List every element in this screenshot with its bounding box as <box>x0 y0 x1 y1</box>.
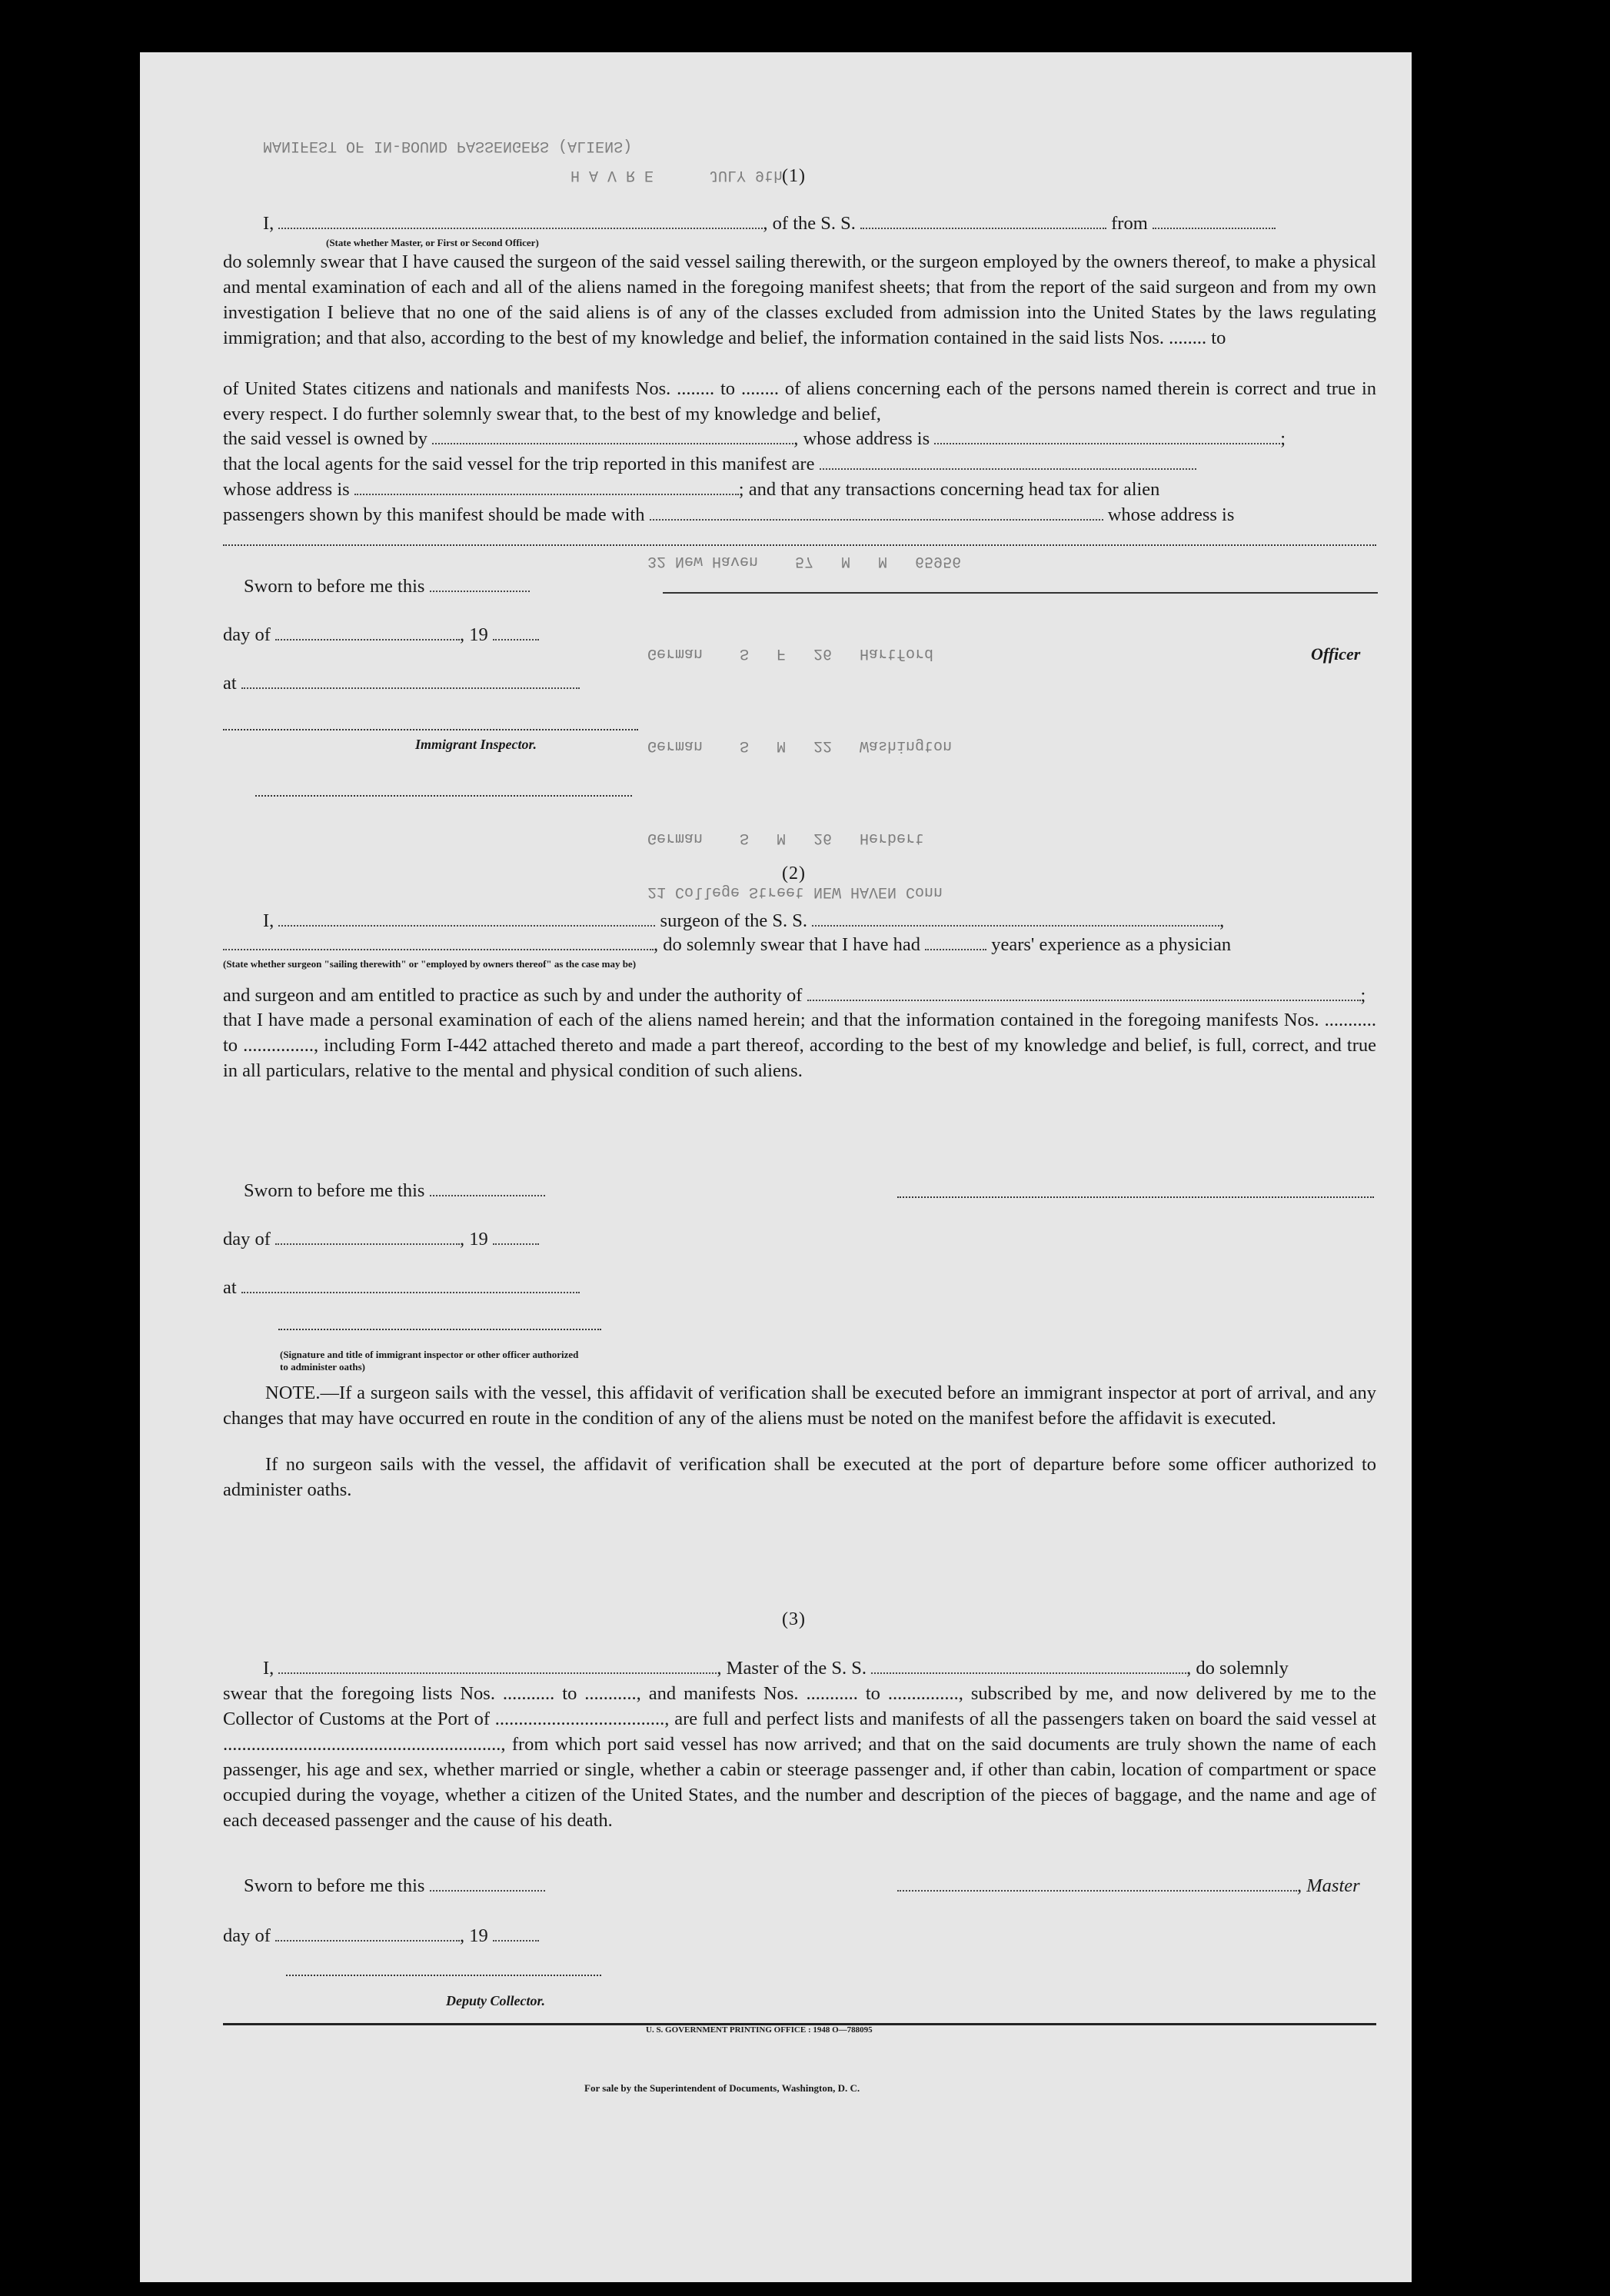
surgeon-vessel-blank[interactable] <box>812 911 1219 927</box>
head-tax-line: whose address is ; and that any transactions concerning head tax for alien <box>223 479 1160 500</box>
bleed-through-text: German S F 26 Hartford <box>647 644 934 662</box>
owned-by-line: the said vessel is owned by , whose address is ; <box>223 428 1286 449</box>
day-blank-2[interactable] <box>275 1230 460 1245</box>
master-vessel-blank[interactable] <box>871 1659 1186 1674</box>
inspector-label: Immigrant Inspector. <box>415 737 537 752</box>
section-3-sworn: Sworn to before me this <box>244 1875 545 1898</box>
section-1-sworn: Sworn to before me this <box>244 575 530 598</box>
binder-hole <box>1444 2228 1484 2268</box>
binder-hole <box>1442 2016 1481 2055</box>
section-1-at: at <box>223 672 580 695</box>
at-blank-2[interactable] <box>241 1278 580 1293</box>
form-page <box>140 52 1412 2282</box>
day-blank-3[interactable] <box>275 1926 460 1942</box>
at-blank-1[interactable] <box>241 674 580 689</box>
footer-rule <box>223 2023 1376 2025</box>
officer-blank[interactable] <box>278 214 763 229</box>
head-tax-contact-blank[interactable] <box>650 505 1103 521</box>
master-name-blank[interactable] <box>278 1659 717 1674</box>
year-blank-3[interactable] <box>493 1926 539 1942</box>
section-2-day-of: day of , 19 <box>223 1228 539 1251</box>
officer-oath-signature-rule[interactable] <box>278 1329 601 1330</box>
from-port-blank[interactable] <box>1153 214 1276 229</box>
section-2-para: that I have made a personal examination of each of the aliens named herein; and that the information contained in the foregoing manifests Nos. ........... to ..............., including Form I-442 attached thereto and made a part thereof, according to the best of my knowledge and belief, is full, correct, and true in all particulars, relative to the mental and physical condition of such aliens. <box>223 1010 1376 1081</box>
deputy-collector-label: Deputy Collector. <box>446 1993 545 2008</box>
owner-blank[interactable] <box>432 429 793 444</box>
surgeon-name-blank[interactable] <box>278 911 655 927</box>
bleed-through-text: 21 College Street NEW HAVEN Conn <box>647 883 943 900</box>
section-1-oath-line: I, , of the S. S. from <box>263 212 1276 235</box>
officer-label: Officer <box>1311 644 1361 664</box>
master-signature-blank[interactable] <box>897 1876 1297 1892</box>
bleed-through-text: German S M 26 Herbert <box>647 829 925 847</box>
sworn-date-blank-1[interactable] <box>430 577 530 592</box>
vessel-name-blank[interactable] <box>860 214 1106 229</box>
day-blank-1[interactable] <box>275 625 460 641</box>
sworn-date-blank-2[interactable] <box>430 1181 545 1196</box>
officer-note: (State whether Master, or First or Second Officer) <box>326 237 539 248</box>
local-agents-blank[interactable] <box>820 454 1196 470</box>
section-3-oath-line: I, , Master of the S. S. , do solemnly <box>263 1658 1289 1679</box>
section-2-number: (2) <box>782 863 806 883</box>
section-2-experience-line: , do solemnly swear that I have had years' experience as a physician <box>223 933 1231 957</box>
surgeon-signature-rule[interactable] <box>897 1196 1374 1198</box>
section-1-number: (1) <box>782 166 806 186</box>
address-continuation-rule[interactable] <box>223 544 1376 546</box>
binder-hole <box>1444 1124 1485 1166</box>
deputy-signature-rule[interactable] <box>286 1975 601 1976</box>
bleed-through-text: 32 New Haven 57 M M 65956 <box>647 552 962 570</box>
section-2-at: at <box>223 1276 580 1299</box>
agents-address-blank[interactable] <box>354 480 739 495</box>
surgeon-status-blank[interactable] <box>223 935 654 950</box>
bleed-through-text: H A V R E JULY 9th <box>570 166 783 184</box>
surgeon-note-para: NOTE.—If a surgeon sails with the vessel, this affidavit of verification shall be executed before an immigrant inspector at port of arrival, and any changes that may have occurred en route in the condition of any of the aliens must be noted on the manifest before the affidavit is executed. <box>223 1383 1376 1429</box>
bleed-through-text: MANIFEST OF IN-BOUND PASSENGERS (ALIENS) <box>263 137 633 155</box>
year-blank-1[interactable] <box>493 625 539 641</box>
owner-address-blank[interactable] <box>934 429 1280 444</box>
binder-hole <box>1422 632 1465 675</box>
authority-line: and surgeon and am entitled to practice as such by and under the authority of ; <box>223 985 1366 1006</box>
section-2-sworn: Sworn to before me this <box>244 1180 545 1203</box>
inspector-signature-rule[interactable] <box>223 729 638 730</box>
sworn-date-blank-3[interactable] <box>430 1876 545 1892</box>
binder-hole <box>1427 1489 1469 1530</box>
officer-signature-rule[interactable] <box>663 592 1378 594</box>
section-2-oath-line: I, surgeon of the S. S. , <box>263 910 1225 931</box>
bleed-through-text: German S M 22 Washington <box>647 737 953 754</box>
binder-hole <box>1444 271 1481 308</box>
no-surgeon-note-para: If no surgeon sails with the vessel, the affidavit of verification shall be executed at the port of departure before some officer authorized to administer oaths. <box>223 1454 1376 1500</box>
local-agents-line: that the local agents for the said vessel for the trip reported in this manifest are <box>223 453 1196 476</box>
inspector-extra-rule[interactable] <box>255 795 632 797</box>
section-1-para-2: of United States citizens and nationals and manifests Nos. ........ to ........ of aliens concerning each of the persons named therein is correct and true in every respect. I do further solemnly swear that, to the best of my knowledge and belief, <box>223 378 1376 424</box>
section-3-day-of: day of , 19 <box>223 1925 539 1948</box>
years-blank[interactable] <box>925 935 986 950</box>
signature-note: (Signature and title of immigrant inspector or other officer authorized to administer oaths) <box>280 1349 579 1373</box>
section-1-para-1: do solemnly swear that I have caused the surgeon of the said vessel sailing therewith, or the surgeon employed by the owners thereof, to make a physical and mental examination of each and all of the aliens named in the foregoing manifest sheets; that from the report of the said surgeon and from my own investigation I believe that no one of the said aliens is of any of the classes excluded from admission into the United States by the laws regulating immigration; and that also, according to the best of my knowledge and belief, the information contained in the said lists Nos. ........ to <box>223 251 1376 348</box>
year-blank-2[interactable] <box>493 1230 539 1245</box>
authority-blank[interactable] <box>807 986 1361 1001</box>
surgeon-note: (State whether surgeon "sailing therewith" or "employed by owners thereof" as the case may be) <box>223 958 637 970</box>
section-1-day-of: day of , 19 <box>223 624 539 647</box>
master-signature-line: , Master <box>897 1875 1360 1898</box>
binder-hole <box>1427 1618 1467 1658</box>
gpo-imprint: U. S. GOVERNMENT PRINTING OFFICE : 1948 O—788095 <box>646 2025 873 2035</box>
sale-notice: For sale by the Superintendent of Documents, Washington, D. C. <box>584 2082 860 2094</box>
section-3-para: swear that the foregoing lists Nos. ........... to ..........., and manifests Nos. ........... to ..............., subscribed by me, and now delivered by me to the Collector of Customs at the Port of ...................................., are full and perfect lists and manifests of all the passengers taken on board the said vessel at ..........................................................., from which port said vessel has now arrived; and that on the said documents are truly shown the name of each passenger, his age and sex, whether married or single, whether a cabin or steerage passenger and, if other than cabin, location of compartment or space occupied during the voyage, whether a citizen of the United States, and the number and description of the pieces of baggage, and the name and age of each deceased passenger and the cause of his death. <box>223 1683 1376 1831</box>
section-3-number: (3) <box>782 1609 806 1629</box>
passengers-shown-line: passengers shown by this manifest should be made with whose address is <box>223 504 1235 525</box>
